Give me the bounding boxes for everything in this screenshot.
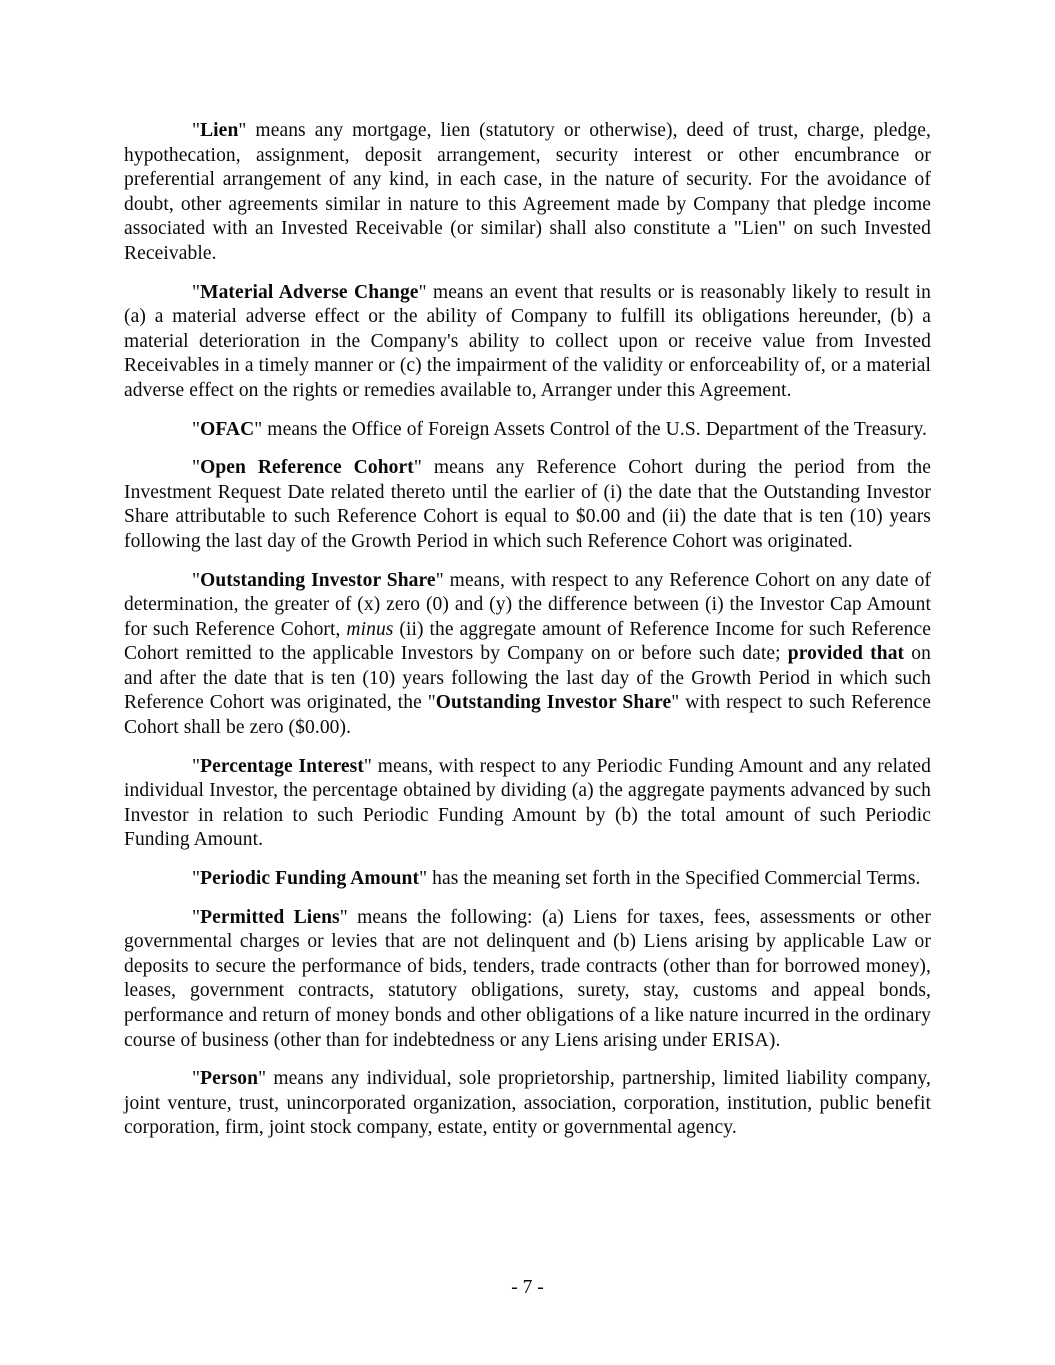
definition-paragraph (124, 119, 931, 267)
paragraph-text: " means any individual, sole proprietorship, partnership, limited liability company, joint venture, trust, unincorporated organization, association, corporation, institution, public benefit corporation, firm, joint stock company, estate, entity or governmental agency. (124, 1068, 931, 1139)
definition-paragraph (124, 906, 931, 1054)
defined-term: Percentage Interest (200, 755, 364, 777)
definitions-section (124, 119, 931, 1141)
paragraph-text: " means the following: (a) Liens for taxes, fees, assessments or other governmental charges or levies that are not delinquent and (b) Liens arising by applicable Law or deposits to secure the performance of bids, tenders, trade contracts (other than for borrowed money), leases, government contracts, statutory obligations, surety, stay, customs and appeal bonds, performance and return of money bonds and other obligations of a like nature incurred in the ordinary course of business (other than for indebtedness or any Liens arising under ERISA). (124, 906, 931, 1051)
page-footer (0, 1276, 1055, 1301)
defined-term: Material Adverse Change (200, 281, 419, 303)
defined-term: Permitted Liens (200, 906, 340, 928)
paragraph-text: " means, with respect to any Periodic Funding Amount and any related individual Investor, the percentage obtained by dividing (a) the aggregate payments advanced by such Investor in relation to such Periodic Funding Amount by (b) the total amount of such Periodic Funding Amount. (124, 755, 931, 851)
defined-term: OFAC (200, 418, 255, 440)
definition-paragraph (124, 867, 931, 892)
defined-term: Outstanding Investor Share (200, 569, 436, 591)
paragraph-text: " (192, 569, 201, 591)
emphasized-text: minus (346, 618, 394, 640)
definition-paragraph (124, 569, 931, 741)
paragraph-text: (ii) the aggregate amount of Reference Income for such Reference Cohort remitted to the applicable Investors by Company on or before such date; (124, 618, 931, 665)
paragraph-text: " means the Office of Foreign Assets Control of the U.S. Department of the Treasury. (254, 418, 928, 440)
paragraph-text: " (192, 120, 201, 141)
paragraph-text: " means any mortgage, lien (statutory or otherwise), deed of trust, charge, pledge, hypothecation, assignment, deposit arrangement, security interest or other encumbrance or preferential arrangement of any kind, in each case, in the nature of security. For the avoidance of doubt, other agreements similar in nature to this Agreement made by Company that pledge income associated with an Invested Receivable (or similar) shall also constitute a "Lien" on such Invested Receivable. (124, 120, 931, 264)
paragraph-text: " means, with respect to any Reference Cohort on any date of determination, the greater of (x) zero (0) and (y) the difference between (i) the Investor Cap Amount for such Reference Cohort, (124, 569, 932, 640)
paragraph-text: on and after the date that is ten (10) years following the last day of the Growth Period in which such Reference Cohort was originated, the " (124, 643, 931, 714)
definition-paragraph (124, 456, 931, 554)
paragraph-text: " means any Reference Cohort during the period from the Investment Request Date related thereto until the earlier of (i) the date that the Outstanding Investor Share attributable to such Reference Cohort is equal to $0.00 and (ii) the date that is ten (10) years following the last day of the Growth Period in which such Reference Cohort was originated. (124, 457, 931, 552)
paragraph-text: " means an event that results or is reasonably likely to result in (a) a material adverse effect or the ability of Company to fulfill its obligations hereunder, (b) a material deterioration in the Company's ability to collect upon or receive value from Invested Receivables in a timely manner or (c) the impairment of the validity or enforceability of, or a material adverse effect on the rights or remedies available to, Arranger under this Agreement. (124, 281, 931, 401)
definition-paragraph (124, 755, 931, 853)
defined-term: Person (200, 1068, 259, 1090)
defined-term: Open Reference Cohort (200, 457, 414, 479)
definition-paragraph (124, 418, 931, 443)
paragraph-text: " (192, 418, 201, 440)
defined-term: Lien (200, 120, 239, 141)
paragraph-text: " has the meaning set forth in the Specified Commercial Terms. (419, 868, 921, 890)
paragraph-text: " (192, 1068, 201, 1090)
defined-term: Outstanding Investor Share (435, 692, 672, 714)
paragraph-text: " (192, 281, 201, 303)
defined-term: Periodic Funding Amount (200, 868, 420, 890)
definition-paragraph (124, 1067, 931, 1141)
paragraph-text: " (192, 906, 201, 928)
page-number: - 7 - (511, 1277, 544, 1298)
paragraph-text: " (192, 868, 201, 890)
definition-paragraph (124, 281, 931, 404)
paragraph-text: " (192, 755, 201, 777)
paragraph-text: " with respect to such Reference Cohort shall be zero ($0.00). (124, 692, 931, 739)
defined-term: provided that (787, 643, 905, 665)
paragraph-text: " (192, 457, 201, 479)
